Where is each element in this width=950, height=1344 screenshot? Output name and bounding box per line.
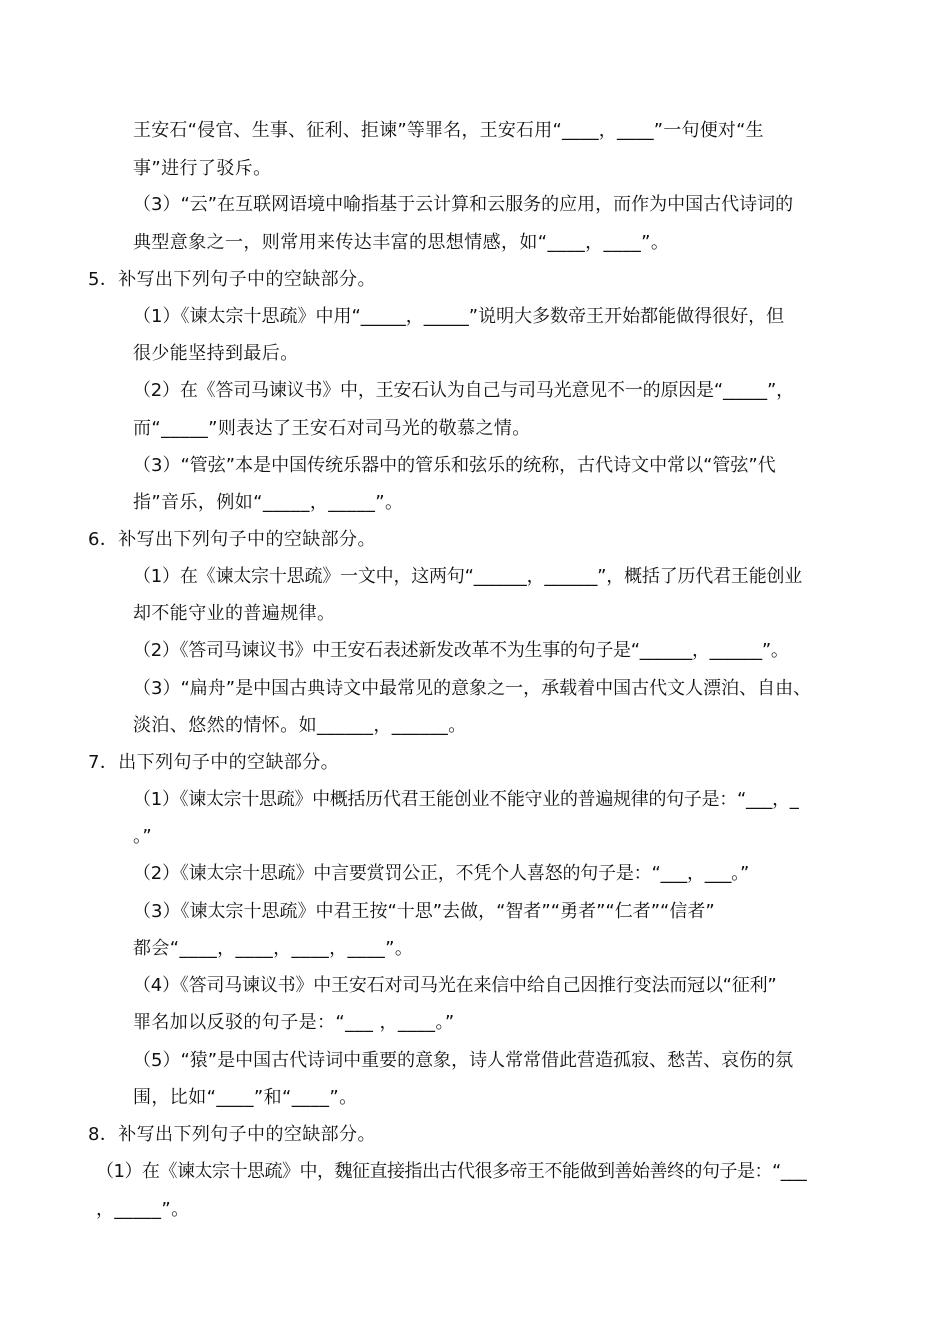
q7-2-line-1: （2）《谏太宗十思疏》中言要赏罚公正，不凭个人喜怒的句子是：“___，___。” xyxy=(133,863,750,884)
q7-4-line-1: （4）《答司马谏议书》中王安石对司马光在来信中给自己因推行变法而冠以“征利” xyxy=(133,975,777,996)
q6-2-line-1: （2）《答司马谏议书》中王安石表述新发改革不为生事的句子是“______，______”。 xyxy=(133,640,789,661)
q6-heading: 6．补写出下列句子中的空缺部分。 xyxy=(88,529,376,550)
q4-2-line-2: 王安石“侵官、生事、征利、拒谏”等罪名，王安石用“____，____”一句便对“生 xyxy=(133,120,764,141)
q8-1-line-1: （1）在《谏太宗十思疏》中，魏征直接指出古代很多帝王不能做到善始善终的句子是：“___ xyxy=(96,1161,807,1182)
q7-3-line-1: （3）《谏太宗十思疏》中君王按“十思”去做，“智者”“勇者”“仁者”“信者” xyxy=(133,901,715,922)
q4-3-line-2: 典型意象之一，则常用来传达丰富的思想情感，如“____，____”。 xyxy=(133,232,670,253)
q7-1-line-2: 。” xyxy=(133,826,153,847)
q6-1-line-1: （1）在《谏太宗十思疏》一文中，这两句“______，______”，概括了历代君王能创业 xyxy=(133,566,803,587)
q5-2-line-1: （2）在《答司马谏议书》中，王安石认为自己与司马光意见不一的原因是“_____”， xyxy=(133,380,794,401)
q5-1-line-1: （1）《谏太宗十思疏》中用“_____，_____”说明大多数帝王开始都能做得很好，但 xyxy=(133,306,785,327)
q6-1-line-2: 却不能守业的普遍规律。 xyxy=(133,603,336,624)
q7-1-line-1: （1）《谏太宗十思疏》中概括历代君王能创业不能守业的普遍规律的句子是：“___，_ xyxy=(133,789,799,810)
q7-5-line-2: 围，比如“____”和“____”。 xyxy=(133,1087,358,1108)
q5-3-line-2: 指”音乐，例如“_____，_____”。 xyxy=(133,492,404,513)
q5-2-line-2: 而“_____”则表达了王安石对司马光的敬慕之情。 xyxy=(133,418,531,439)
q4-2-line-3: 事”进行了驳斥。 xyxy=(133,158,272,179)
q7-heading: 7．出下列句子中的空缺部分。 xyxy=(88,752,340,773)
q7-4-line-2: 罪名加以反驳的句子是：“___ ，____。” xyxy=(133,1012,455,1033)
q7-3-line-2: 都会“____，____，____，____”。 xyxy=(133,938,414,959)
q8-heading: 8．补写出下列句子中的空缺部分。 xyxy=(88,1124,376,1145)
q5-1-line-2: 很少能坚持到最后。 xyxy=(133,343,299,364)
q5-3-line-1: （3）“管弦”本是中国传统乐器中的管乐和弦乐的统称，古代诗文中常以“管弦”代 xyxy=(133,455,776,476)
q6-3-line-1: （3）“扁舟”是中国古典诗文中最常见的意象之一，承载着中国古代文人漂泊、自由、 xyxy=(133,678,812,699)
q7-5-line-1: （5）“猿”是中国古代诗词中重要的意象，诗人常常借此营造孤寂、愁苦、哀伤的氛 xyxy=(133,1050,794,1071)
q5-heading: 5．补写出下列句子中的空缺部分。 xyxy=(88,269,376,290)
q8-1-line-2: ，_____”。 xyxy=(96,1199,190,1220)
q4-3-line-1: （3）“云”在互联网语境中喻指基于云计算和云服务的应用，而作为中国古代诗词的 xyxy=(133,194,794,215)
q6-3-line-2: 淡泊、悠然的情怀。如______，______。 xyxy=(133,715,467,736)
